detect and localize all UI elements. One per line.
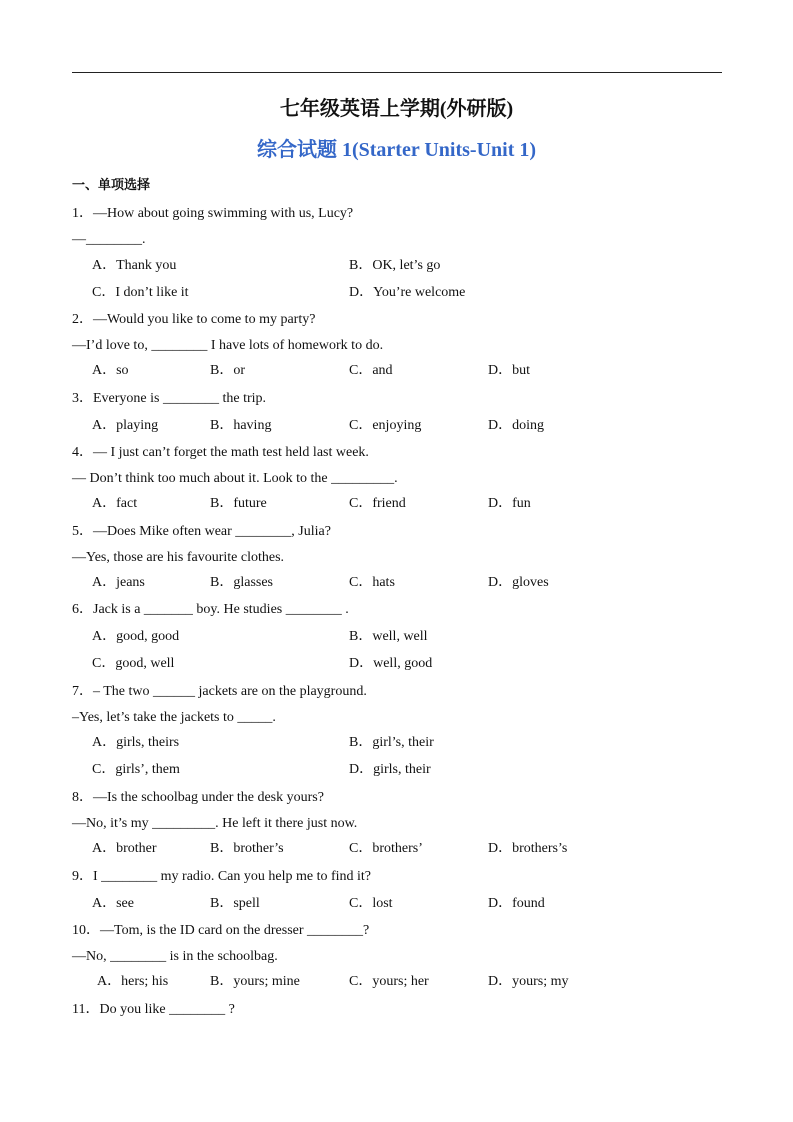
question-1-option-b: B．OK, let’s go <box>349 258 441 273</box>
question-1-stem: 1．—How about going swimming with us, Lucy? <box>72 206 354 221</box>
question-4-reply: — Don’t think too much about it. Look to the _________. <box>72 471 398 486</box>
question-6-option-d: D．well, good <box>349 656 433 671</box>
question-8-stem: 8．—Is the schoolbag under the desk yours? <box>72 790 324 805</box>
question-10-option-a: A．hers; his <box>97 974 169 989</box>
question-6-option-b: B．well, well <box>349 629 428 644</box>
question-6-option-c: C．good, well <box>92 656 175 671</box>
question-10-option-b: B．yours; mine <box>210 974 300 989</box>
question-2-stem: 2．—Would you like to come to my party? <box>72 312 316 327</box>
question-8-option-a: A．brother <box>92 841 157 856</box>
question-6-option-a: A．good, good <box>92 629 180 644</box>
question-4-stem: 4．— I just can’t forget the math test held last week. <box>72 445 369 460</box>
question-5-stem: 5．—Does Mike often wear ________, Julia? <box>72 524 331 539</box>
question-4-option-c: C．friend <box>349 496 406 511</box>
question-10-option-d: D．yours; my <box>488 974 569 989</box>
question-2-reply: —I’d love to, ________ I have lots of homework to do. <box>72 338 384 353</box>
question-3-stem: 3．Everyone is ________ the trip. <box>72 391 267 406</box>
question-10-option-c: C．yours; her <box>349 974 429 989</box>
question-5-option-a: A．jeans <box>92 575 145 590</box>
question-1-option-a: A．Thank you <box>92 258 177 273</box>
page-title: 七年级英语上学期(外研版) <box>279 98 514 120</box>
question-5-reply: —Yes, those are his favourite clothes. <box>72 550 285 565</box>
question-10-stem: 10．—Tom, is the ID card on the dresser ________? <box>72 923 370 938</box>
question-4-option-d: D．fun <box>488 496 531 511</box>
question-9-option-d: D．found <box>488 896 545 911</box>
question-7-option-b: B．girl’s, their <box>349 735 434 750</box>
question-7-reply: –Yes, let’s take the jackets to _____. <box>72 710 276 725</box>
question-9-option-b: B．spell <box>210 896 260 911</box>
question-4-option-b: B．future <box>210 496 267 511</box>
question-4-option-a: A．fact <box>92 496 138 511</box>
page-subtitle: 综合试题 1(Starter Units-Unit 1) <box>256 139 537 161</box>
question-1-reply: —________. <box>72 232 146 247</box>
question-10-reply: —No, ________ is in the schoolbag. <box>72 949 278 964</box>
question-11-stem: 11．Do you like ________ ? <box>72 1002 235 1017</box>
question-3-option-b: B．having <box>210 418 272 433</box>
question-5-option-c: C．hats <box>349 575 395 590</box>
question-7-option-c: C．girls’, them <box>92 762 180 777</box>
question-2-option-c: C．and <box>349 363 393 378</box>
question-8-option-b: B．brother’s <box>210 841 284 856</box>
question-8-option-c: C．brothers’ <box>349 841 423 856</box>
question-8-reply: —No, it’s my _________. He left it there just now. <box>72 816 358 831</box>
question-3-option-d: D．doing <box>488 418 544 433</box>
question-5-option-b: B．glasses <box>210 575 273 590</box>
question-8-option-d: D．brothers’s <box>488 841 568 856</box>
question-7-option-d: D．girls, their <box>349 762 431 777</box>
question-9-option-c: C．lost <box>349 896 393 911</box>
question-1-option-c: C．I don’t like it <box>92 285 189 300</box>
question-9-option-a: A．see <box>92 896 134 911</box>
question-9-stem: 9．I ________ my radio. Can you help me to find it? <box>72 869 372 884</box>
header-rule <box>72 72 722 73</box>
section-title: 一、单项选择 <box>72 178 151 193</box>
question-6-stem: 6．Jack is a _______ boy. He studies ________ . <box>72 602 349 617</box>
question-3-option-a: A．playing <box>92 418 159 433</box>
question-2-option-b: B．or <box>210 363 245 378</box>
question-3-option-c: C．enjoying <box>349 418 422 433</box>
question-2-option-a: A．so <box>92 363 129 378</box>
question-1-option-d: D．You’re welcome <box>349 285 466 300</box>
question-2-option-d: D．but <box>488 363 530 378</box>
question-7-option-a: A．girls, theirs <box>92 735 180 750</box>
question-5-option-d: D．gloves <box>488 575 549 590</box>
question-7-stem: 7．– The two ______ jackets are on the playground. <box>72 684 367 699</box>
